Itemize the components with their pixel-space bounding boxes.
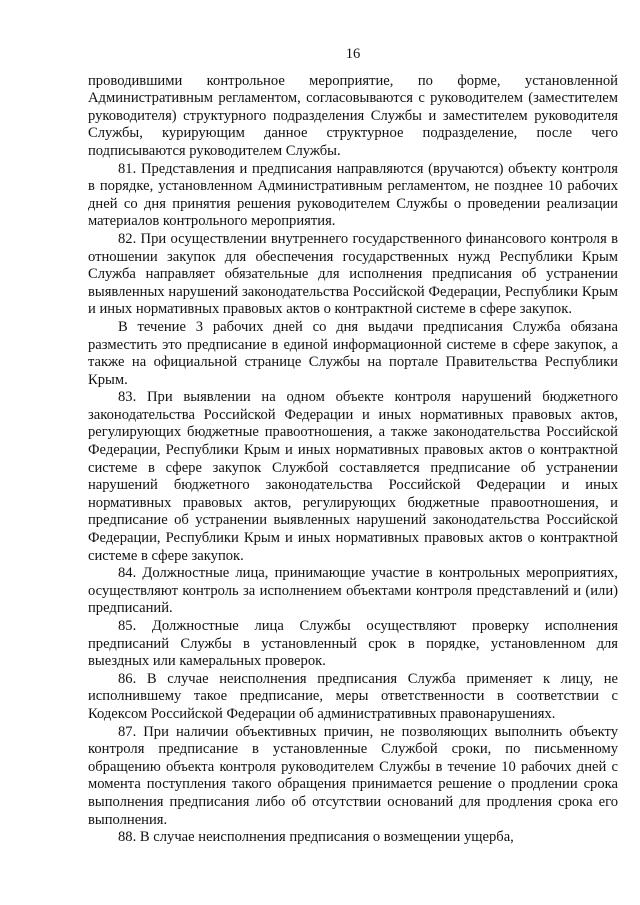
paragraph-86: 86. В случае неисполнения предписания Служба применяет к лицу, не исполнившему такое предписание, меры ответственности в соответствии с Кодексом Российской Федерации об административных правонарушениях. [88, 670, 618, 722]
paragraph-81: 81. Представления и предписания направляются (вручаются) объекту контроля в порядке, установленном Административным регламентом, не позднее 10 рабочих дней со дня принятия решения руководителем Службы о проведении реализации материалов контрольного мероприятия. [88, 160, 618, 230]
page-number: 16 [345, 46, 361, 62]
paragraph-continuation: проводившими контрольное мероприятие, по форме, установленной Административным регламентом, согласовываются с руководителем (заместителем руководителя) структурного подразделения Службы и заместителем руководителя Службы, курирующим данное структурное подразделение, после чего подписываются руководителем Службы. [88, 72, 618, 159]
paragraph-83: 83. При выявлении на одном объекте контроля нарушений бюджетного законодательства Российской Федерации и иных нормативных правовых актов, регулирующих бюджетные правоотношения, а также законодательства Российской Федерации, Республики Крым и иных нормативных правовых актов о контрактной системе в сфере закупок Службой составляется предписание об устранении нарушений бюджетного законодательства Российской Федерации и иных нормативных правовых актов, регулирующих бюджетные правоотношения, и предписание об устранении выявленных нарушений законодательства Российской Федерации, Республики Крым и иных нормативных правовых актов о контрактной системе в сфере закупок. [88, 389, 618, 564]
document-page [88, 46, 618, 847]
paragraph-88: 88. В случае неисполнения предписания о возмещении ущерба, [118, 829, 514, 846]
paragraph-84: 84. Должностные лица, принимающие участие в контрольных мероприятиях, осуществляют контроль за исполнением объектами контроля представлений и (или) предписаний. [88, 565, 618, 617]
paragraph-85: 85. Должностные лица Службы осуществляют проверку исполнения предписаний Службы в установленный срок в порядке, установленном для выездных или камеральных проверок. [88, 618, 618, 670]
paragraph-82-addendum: В течение 3 рабочих дней со дня выдачи предписания Служба обязана разместить это предписание в единой информационной системе в сфере закупок, а также на официальной странице Службы на портале Правительства Республики Крым. [88, 318, 618, 388]
paragraph-82: 82. При осуществлении внутреннего государственного финансового контроля в отношении закупок для обеспечения государственных нужд Республики Крым Служба направляет обязательные для исполнения предписания об устранении выявленных нарушений законодательства Российской Федерации, Республики Крым и иных нормативных правовых актов о контрактной системе в сфере закупок. [88, 230, 618, 318]
paragraph-87: 87. При наличии объективных причин, не позволяющих выполнить объекту контроля предписание в установленные Службой сроки, по письменному обращению объекта контроля руководителем Службы в течение 10 рабочих дней с момента поступления такого обращения принимается решение о продлении срока выполнения предписания либо об отсутствии оснований для продления срока его выполнения. [88, 723, 618, 828]
